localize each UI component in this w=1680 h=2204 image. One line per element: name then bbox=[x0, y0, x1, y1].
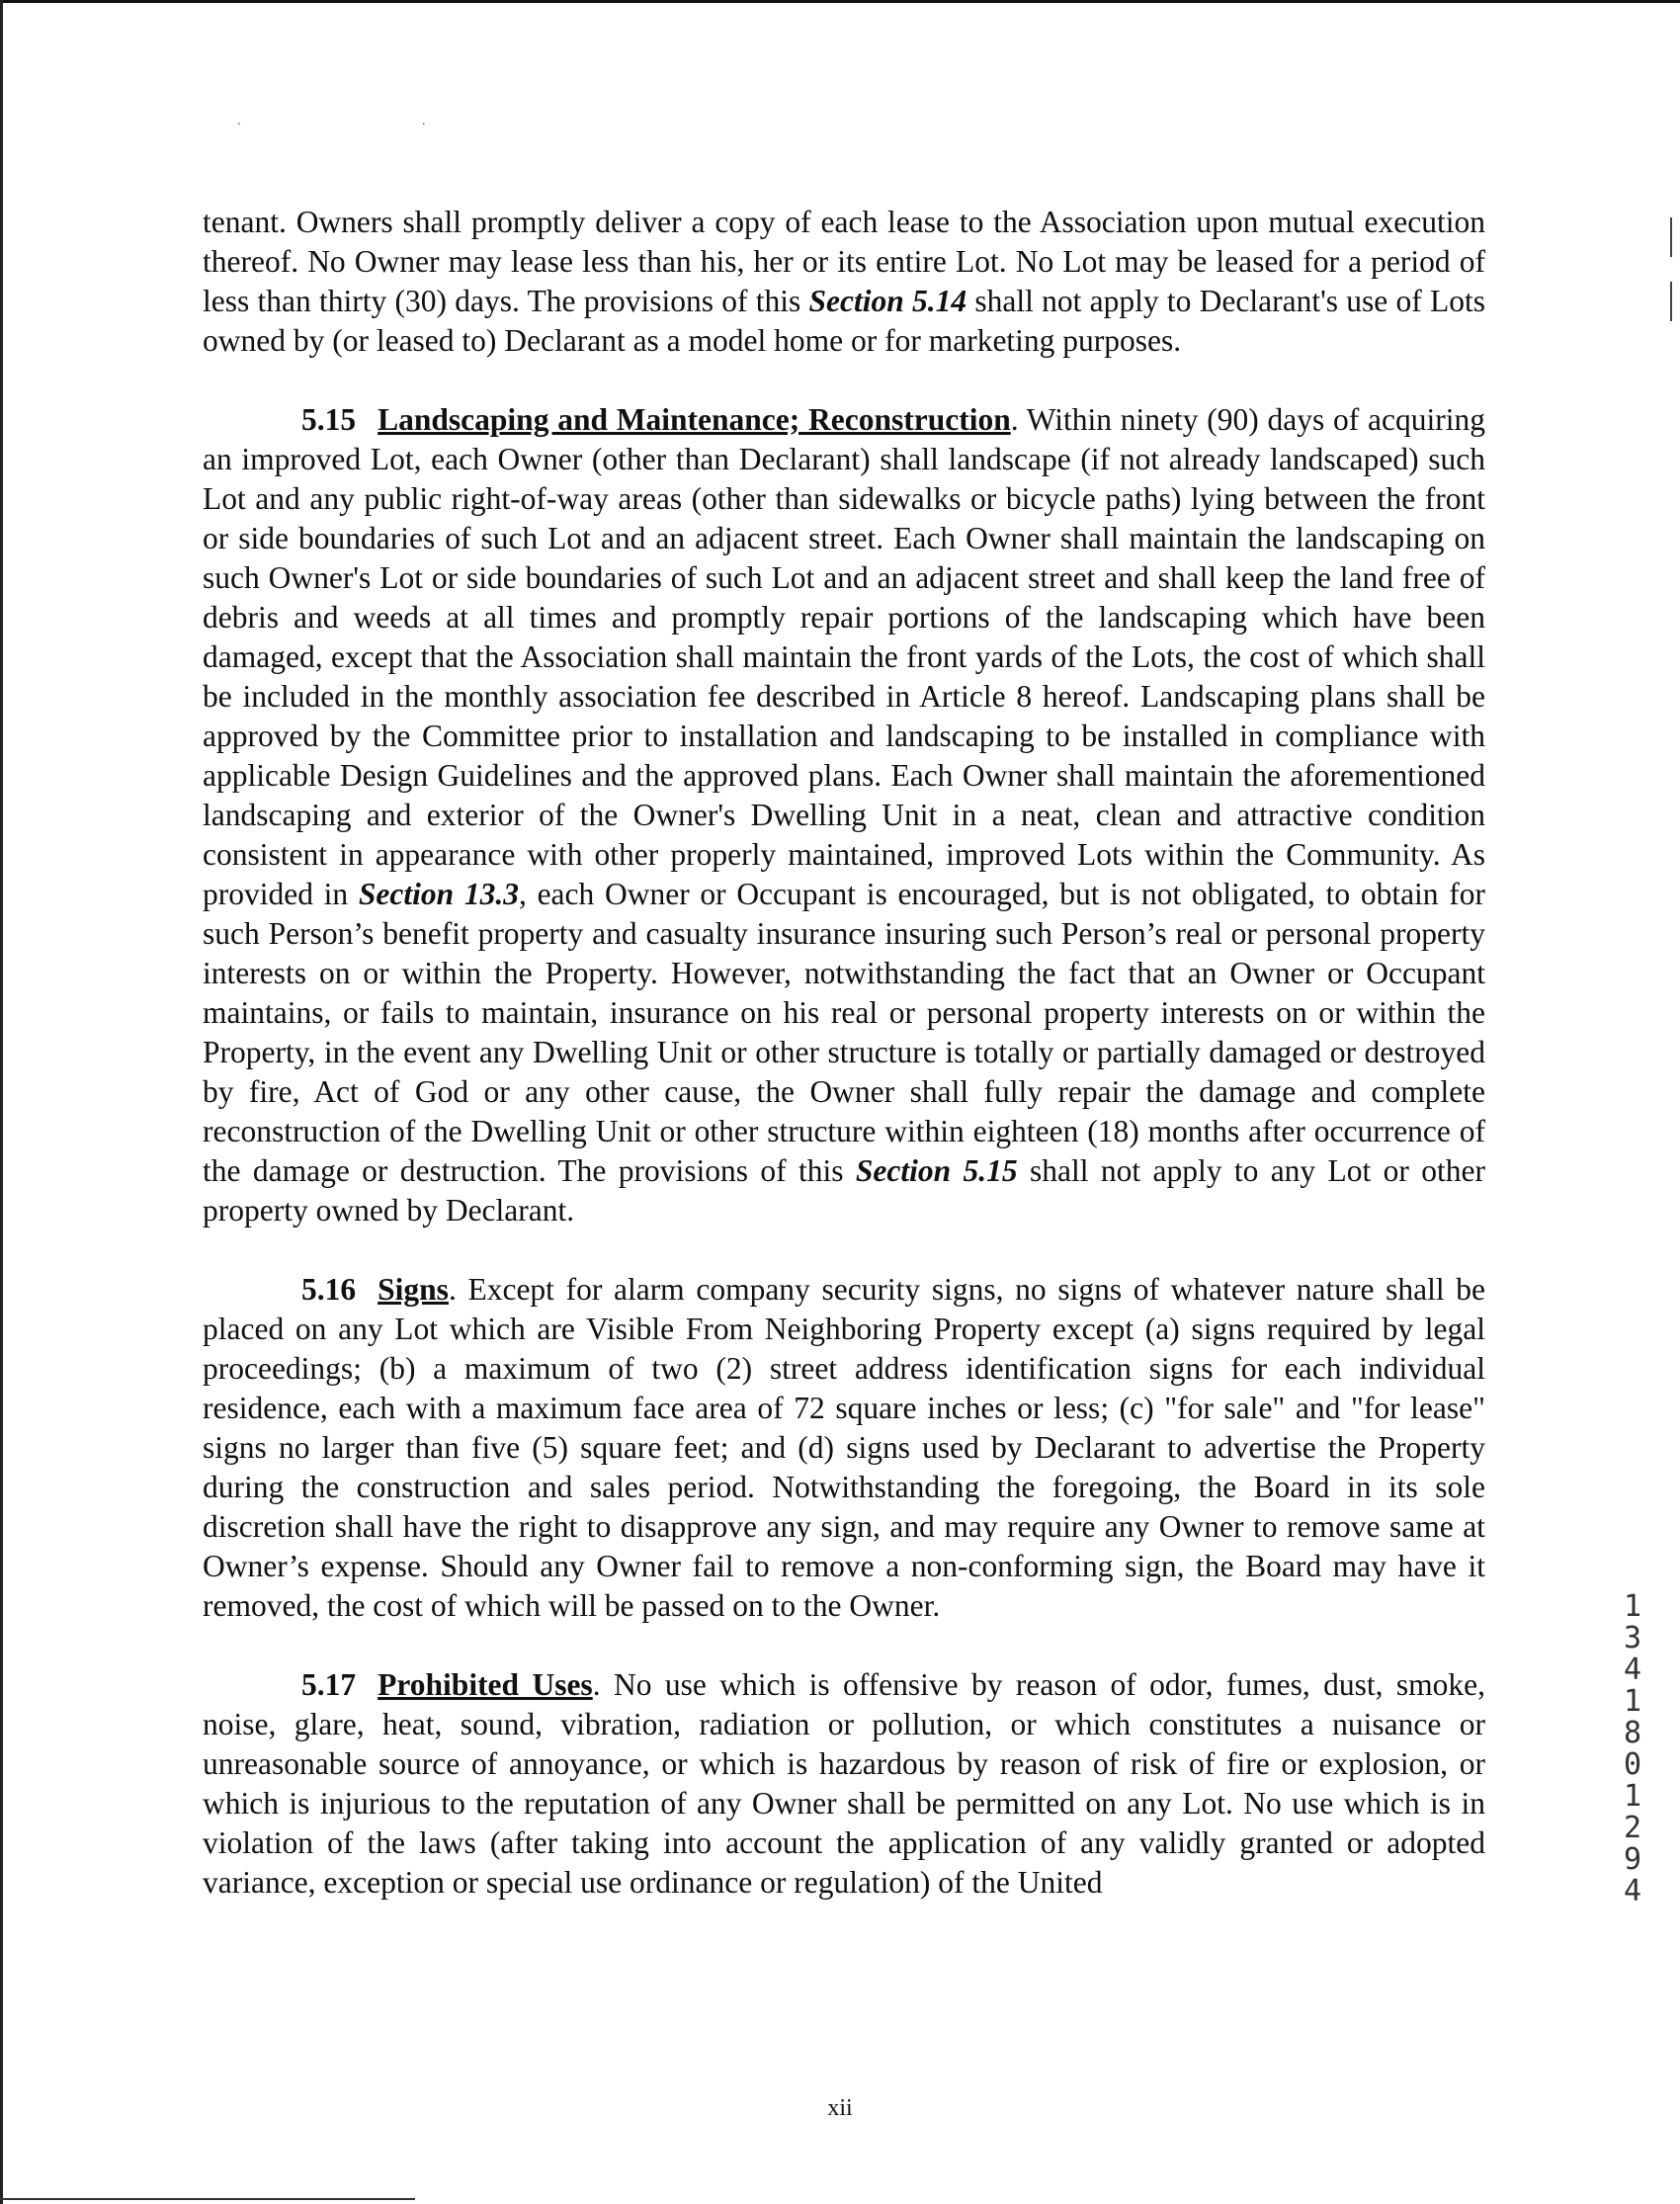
section-number: 5.16 bbox=[301, 1272, 357, 1307]
section-reference: Section 5.14 bbox=[808, 284, 967, 318]
document-body bbox=[203, 203, 1485, 1942]
section-title: Prohibited Uses bbox=[378, 1667, 593, 1702]
section-title: Landscaping and Maintenance; Reconstruction bbox=[378, 402, 1011, 437]
section-reference: Section 13.3 bbox=[358, 877, 519, 911]
section-title: Signs bbox=[378, 1272, 449, 1307]
recording-stamp: 13418 01294 bbox=[1623, 1589, 1642, 1908]
scan-border-top bbox=[0, 0, 1680, 3]
scan-specks: . . bbox=[237, 114, 515, 128]
scan-border-bottom bbox=[0, 2198, 415, 2200]
section-reference: Section 5.15 bbox=[855, 1153, 1018, 1188]
section-number: 5.15 bbox=[301, 402, 357, 437]
scan-edge-mark bbox=[1670, 282, 1672, 321]
section-number: 5.17 bbox=[301, 1667, 357, 1702]
scan-edge-mark bbox=[1670, 217, 1672, 257]
scan-border-left bbox=[0, 0, 3, 2204]
section-5-17: 5.17 Prohibited Uses. No use which is offensive by reason of odor, fumes, dust, smoke, noise, glare, heat, sound, vibration, radiation or pollution, or which constitutes a nuisance or unreasonable source of annoyance, or which is hazardous by reason of risk of fire or explosion, or which is injurious to the reputation of any Owner shall be permitted on any Lot. No use which is in violation of the laws (after taking into account the application of any validly granted or adopted variance, exception or special use ordinance or regulation) of the United bbox=[203, 1667, 1485, 1900]
section-5-15: 5.15 Landscaping and Maintenance; Reconstruction. Within ninety (90) days of acquiring an improved Lot, each Owner (other than Declarant) shall landscape (if not already landscaped) such Lot and any public right-of-way areas (other than sidewalks or bicycle paths) lying between the front or side boundaries of such Lot and an adjacent street. Each Owner shall maintain the landscaping on such Owner's Lot or side boundaries of such Lot and an adjacent street and shall keep the land free of debris and weeds at all times and promptly repair portions of the landscaping which have been damaged, except that the Association shall maintain the front yards of the Lots, the cost of which shall be included in the monthly association fee described in Article 8 hereof. Landscaping plans shall be approved by the Committee prior to installation and landscaping to be installed in compliance with applicable Design Guidelines and the approved plans. Each Owner shall maintain the aforementioned landscaping and exterior of the Owner's Dwelling Unit in a neat, clean and attractive condition consistent in appearance with other properly maintained, improved Lots within the Community. As provided in Section 13.3, each Owner or Occupant is encouraged, but is not obligated, to obtain for such Person’s benefit property and casualty insurance insuring such Person’s real or personal property interests on or within the Property. However, notwithstanding the fact that an Owner or Occupant maintains, or fails to maintain, insurance on his real or personal property interests on or within the Property, in the event any Dwelling Unit or other structure is totally or partially damaged or destroyed by fire, Act of God or any other cause, the Owner shall fully repair the damage and complete reconstruction of the Dwelling Unit or other structure within eighteen (18) months after occurrence of the damage or destruction. The provisions of this Section 5.15 shall not apply to any Lot or other property owned by Declarant. bbox=[203, 402, 1485, 1228]
page-number: xii bbox=[827, 2095, 853, 2121]
section-5-16: 5.16 Signs. Except for alarm company security signs, no signs of whatever nature shall be placed on any Lot which are Visible From Neighboring Property except (a) signs required by legal proceedings; (b) a maximum of two (2) street address identification signs for each individual residence, each with a maximum face area of 72 square inches or less; (c) "for sale" and "for lease" signs no larger than five (5) square feet; and (d) signs used by Declarant to advertise the Property during the construction and sales period. Notwithstanding the foregoing, the Board in its sole discretion shall have the right to disapprove any sign, and may require any Owner to remove same at Owner’s expense. Should any Owner fail to remove a non-conforming sign, the Board may have it removed, the cost of which will be passed on to the Owner. bbox=[203, 1272, 1485, 1623]
paragraph-lease-continuation: tenant. Owners shall promptly deliver a copy of each lease to the Association upon mutual execution thereof. No Owner may lease less than his, her or its entire Lot. No Lot may be leased for a period of less than thirty (30) days. The provisions of this Section 5.14 shall not apply to Declarant's use of Lots owned by (or leased to) Declarant as a model home or for marketing purposes. bbox=[203, 205, 1485, 358]
